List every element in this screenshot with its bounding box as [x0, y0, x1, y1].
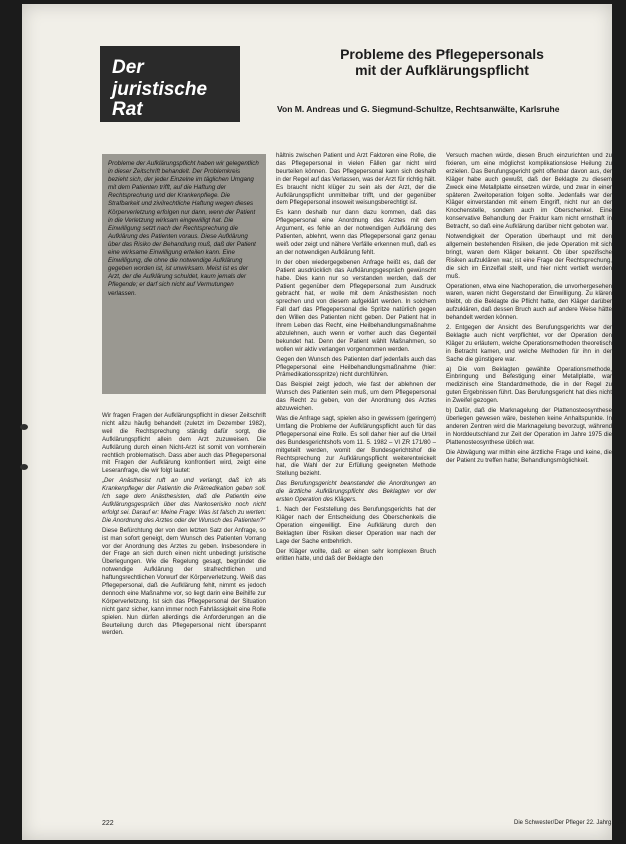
- paragraph: In der oben wiedergegebenen Anfrage heißt es, daß der Patient ausdrücklich das Aufklärungsgespräch gewünscht habe. Dies kann nur so verstanden werden, daß der Patient gegenüber dem Pflegepersonal zum Ausdruck gebracht hat, er wolle mit dem Anästhesisten noch sprechen und von diesem aufgeklärt werden. In solchem Fall darf das Pflegepersonal die Spritze natürlich gegen den Willen des Patienten nicht geben. Der Patient hat in Ihrem Leben das Recht, eine Heilbehandlungsmaßnahme abzulehnen, auch wenn er vorher auch das Gegenteil bekundet hat. Denn der Patient wählt Maßnahmen, so wollen wir aktiv verlangen vorgenommen werden.: [276, 258, 436, 353]
- page-number: 222: [102, 820, 114, 827]
- punch-hole: [20, 424, 28, 430]
- magazine-page: [22, 4, 626, 840]
- running-footer: Die Schwester/Der Pfleger 22. Jahrg. 3/83: [514, 820, 626, 826]
- paragraph-italic: Das Berufungsgericht beanstandet die Anordnungen an die ärztliche Aufklärungspflicht des Beklagten vor der ersten Operation des Klägers.: [276, 480, 436, 504]
- text-column-2: [276, 152, 436, 814]
- title-line-2: mit der Aufklärungspflicht: [355, 62, 529, 78]
- paragraph: Die Abwägung war mithin eine ärztliche Frage und keine, die der Patient zu treffen hatte; Behandlungsmöglichkeit.: [446, 448, 612, 464]
- paragraph: Was die Anfrage sagt, spielen also in gewissem (geringem) Umfang die Probleme der Aufklärungspflicht auch für das Pflegepersonal eine Rolle. Es soll daher hier auf die Urteil des Bundesgerichtshofs vom 11. 5. 1982 – VI ZR 171/80 – mitgeteilt werden, womit der Bundesgerichtshof die Rechtsprechung zur Aufklärungspflicht weiterentwickelt hat, die Wahl der zur Erfüllung geeigneten Methode Stellung bezieht.: [276, 415, 436, 478]
- paragraph: 1. Nach der Feststellung des Berufungsgerichts hat der Kläger nach der Entscheidung des Oberschenkels die Operation eingewilligt. Eine Aufklärung durch den Beklagten über Risiken dieser Operation war nach der Lage der Sache entbehrlich.: [276, 505, 436, 545]
- paragraph: Wir fragen Fragen der Aufklärungspflicht in dieser Zeitschrift nicht allzu häufig behandelt (zuletzt im Dezember 1982), weil die Rechtsprechung ständig dafür sorgt, die Aufklärungspflicht allein dem Arzt zuzuweisen. Die Aufklärung durch einen Nicht-Arzt ist somit von vornherein rechtlich problematisch. Dass aber auch das Pflegepersonal mit Fragen der Aufklärung konfrontiert wird, zeigt eine Leseranfrage, die wir folgt lautet:: [102, 412, 266, 475]
- text-column-3: [446, 152, 612, 814]
- paragraph: Das Beispiel zeigt jedoch, wie fast der ablehnen der Wunsch des Patienten sein muß, um dem Pflegepersonal das Recht zu geben, von der Anordnung des Arztes abzuweichen.: [276, 381, 436, 413]
- article-authors: Von M. Andreas und G. Siegmund-Schultze, Rechtsanwälte, Karlsruhe: [277, 104, 560, 114]
- title-line-1: Probleme des Pflegepersonals: [340, 46, 544, 62]
- paragraph: a) Die vom Beklagten gewählte Operationsmethode, Einbringung und Befestigung einer Metallplatte, war medizinisch eine Standardmethode, die in der Regel zu guten Ergebnissen führt. Das Berufungsgericht hat dies nicht in Zweifel gezogen.: [446, 365, 612, 405]
- lead-box: Probleme der Aufklärungspflicht haben wir gelegentlich in dieser Zeitschrift behandelt. Der Problemkreis bezieht sich, der jeder Einzelne im täglichen Umgang mit dem Patienten trifft, auf die Haftung der Rechtsprechung und der Krankenpflege. Die Strafbarkeit und zivilrechtliche Haftung wegen dieses Körperverletzung erfolgen nur dann, wenn der Patient in die Verletzung wirksam eingewilligt hat. Die Einwilligung setzt nach der Rechtsprechung die Aufklärung des Patienten voraus. Diese Aufklärung über das Risiko der Behandlung muß, daß der Patient eine wirksame Einwilligung erteilen kann. Eine Einwilligung, die ohne die notwendige Aufklärung gegeben worden ist, ist unwirksam. Meist ist es der Arzt, der die Aufklärung schuldet, kaum jemals der Pflegende; er darf sich nicht auf Vermutungen verlassen.: [102, 154, 266, 394]
- paragraph: hältnis zwischen Patient und Arzt Faktoren eine Rolle, die das Pflegepersonal in vielen Fällen gar nicht wird beurteilen können. Das Pflegepersonal kann sich deshalb in der Regel auf das Verlassen, was der Arzt für richtig hält. Es braucht nicht klüger zu sein als der Arzt, der die Aufklärungspflicht unmittelbar trifft, und der gegenüber dem Pflegepersonal insoweit weisungsberechtigt ist.: [276, 152, 436, 207]
- column-banner: [100, 46, 240, 122]
- paragraph: Gegen den Wunsch des Patienten darf jedenfalls auch das Pflegepersonal eine Heilbehandlungsmaßnahme (hier: Prämedikationsspritze) nicht durchführen.: [276, 355, 436, 379]
- banner-line-2: juristische Rat: [112, 79, 208, 120]
- quoted-question: „Der Anästhesist ruft an und verlangt, daß ich als Krankenpfleger der Patientin die Prämedikation geben soll. Ich sage dem Anästhesisten, daß die Patientin eine Aufklärungsgespräch über das Narkoserisiko noch nicht erfolgt sei. Darauf er: Meine Frage: Was ist falsch zu werten: Die Anordnung des Arztes oder der Wunsch des Patienten?“: [102, 477, 266, 524]
- banner-line-1: Der: [112, 57, 144, 78]
- punch-hole: [20, 464, 28, 470]
- paragraph: 2. Entgegen der Ansicht des Berufungsgerichts war der Beklagte auch nicht verpflichtet, vor der Operation den Kläger zu erläutern, welche Operationsmethoden theoretisch in Betracht kamen, und welche Methoden für ihn in der Sache die günstigere war.: [446, 324, 612, 363]
- paragraph: b) Dafür, daß die Marknagelung der Plattenosteosynthese überlegen gewesen wäre, bestehen keine Anhaltspunkte. In anderen Zentren wird die Marknagelung bevorzugt, während in Norddeutschland zur Zeit der Operation im Jahre 1975 die Plattenosteosynthese üblich war.: [446, 407, 612, 446]
- paragraph: Notwendigkeit der Operation überhaupt und mit den allgemein bestehenden Risiken, die jede Operation mit sich bringt, waren dem Kläger bekannt. Ob über spezifische Risiken aufzuklären war, ist eine Frage der Rechtsprechung, die sich im Einzelfall stellt, und hier nicht vertieft werden muß.: [446, 233, 612, 280]
- paragraph: Diese Befürchtung der von den letzten Satz der Anfrage, so ist man sofort geneigt, dem Wunsch des Patienten Vorrang vor der Anordnung des Arztes zu geben. Insbesondere in der Frage an sich durch einen nicht unbedingt juristische Überlegungen. Wie die Regelung gesagt, begründet die notwendige Aufklärung der strafrechtlichen und haftungsrechtlichen Vorwurf der Körperverletzung. Weiß das Pflegepersonal, daß die Aufklärung fehlt, nimmt es jedoch dennoch eine Maßnahme vor, so liegt darin eine Beihilfe zur Körperverletzung. Ist sich das Pflegepersonal der Situation nicht ganz sicher, kann immer noch Fahrlässigkeit eine Rolle spielen. Nun dürfen allerdings die Anforderungen an die Beurteilung durch das Pflegepersonal nicht überspannt werden.: [102, 526, 266, 637]
- text-column-1: [102, 412, 266, 812]
- article-title: [292, 46, 592, 78]
- paragraph: Operationen, etwa eine Nachoperation, die unvorhergesehen waren, waren nicht Gegenstand der Einwilligung. Zu klären bleibt, ob die Beklagte die Pflicht hatte, den Kläger darüber aufzuklären, daß dessen Bruch auch auf andere Weise hätte behandelt werden können.: [446, 282, 612, 322]
- paragraph: Es kann deshalb nur dann dazu kommen, daß das Pflegepersonal eine Anordnung des Arztes mit dem Argument, es fehle an der notwendigen Aufklärung des Patienten, ablehnt, wenn das Pflegepersonal ganz genau weiß oder zeigt und nähere Verfälle erkennen muß, daß es an der notwendigen Aufklärung fehlt.: [276, 209, 436, 256]
- paragraph: Der Kläger wollte, daß er einen sehr komplexen Bruch erlitten hatte, und daß der Beklagte den: [276, 547, 436, 563]
- paragraph: Versuch machen würde, diesen Bruch einzurichten und zu fixieren, um eine möglichst komplikationslose Heilung zu erzielen. Das Berufungsgericht geht offenbar davon aus, der Kläger habe auch gewußt, daß der Beklagte zu diesem Zweck eine Metallplatte einsetzen würde, und zwar in einer späteren Zweitoperation folgen sollte. Jedenfalls war der Kläger einverstanden mit einem Eingriff, nicht nur an der Knochenstelle, sondern auch im Oberschenkel. Eine konservative Behandlung der Fraktur kam nicht ernsthaft in Betracht, so daß eine Aufklärung darüber nicht geboten war.: [446, 152, 612, 231]
